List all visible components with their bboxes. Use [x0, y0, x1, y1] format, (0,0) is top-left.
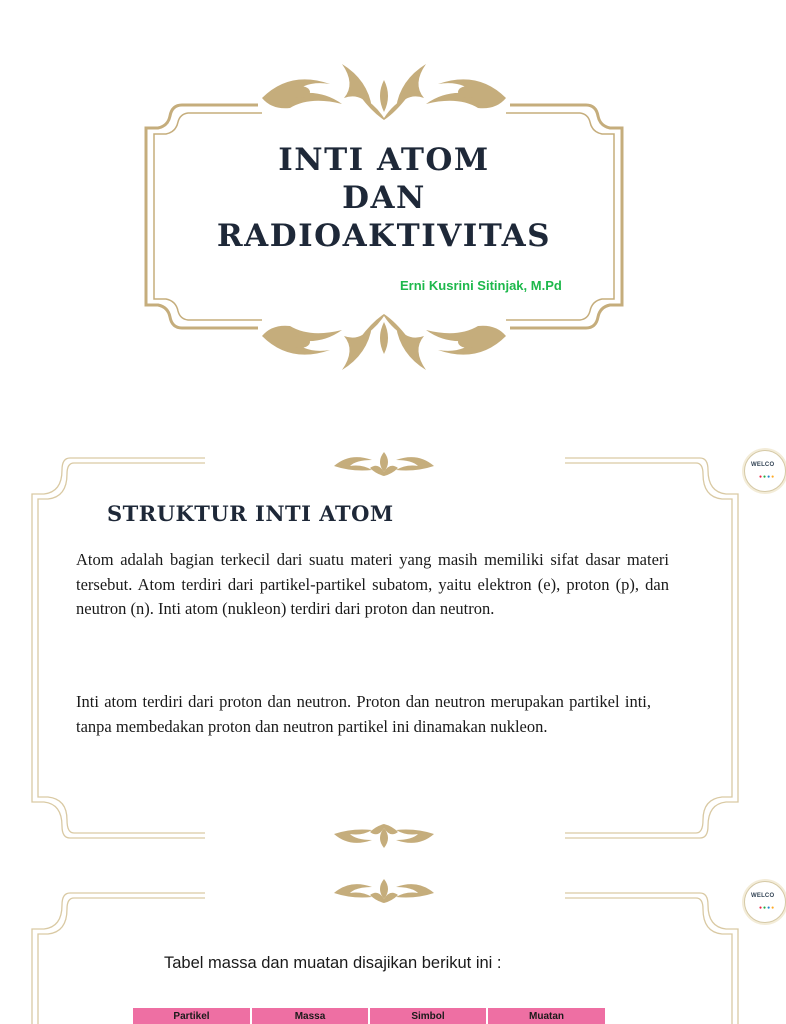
badge-dots-icon: ●●●●	[759, 475, 776, 480]
table-intro-text: Tabel massa dan muatan disajikan berikut ini :	[164, 954, 502, 972]
title-line-3: RADIOAKTIVITAS	[216, 218, 552, 254]
mass-charge-table	[133, 1008, 605, 1024]
header-partikel: Partikel	[133, 1008, 251, 1024]
bottom-flourish	[334, 824, 434, 848]
structure-slide	[0, 430, 776, 865]
presentation-title	[140, 141, 628, 255]
welcome-badge	[744, 450, 786, 492]
badge-label: WELCO	[751, 462, 775, 468]
table-header-row	[133, 1008, 605, 1024]
top-flourish	[334, 452, 434, 476]
author-name: Erni Kusrini Sitinjak, M.Pd	[400, 278, 562, 293]
header-muatan: Muatan	[487, 1008, 605, 1024]
header-massa: Massa	[251, 1008, 369, 1024]
paragraph-atom-definition: Atom adalah bagian terkecil dari suatu materi yang masih memiliki sifat dasar materi tersebut. Atom terdiri dari partikel-partikel subatom, yaitu elektron (e), proton (p), dan neutron (n). Inti atom (nukleon) terdiri dari proton dan neutron.	[76, 550, 669, 618]
badge-dots-icon: ●●●●	[759, 906, 776, 911]
header-simbol: Simbol	[369, 1008, 487, 1024]
badge-label: WELCO	[751, 893, 775, 899]
slide-frame	[0, 430, 768, 865]
title-line-1: INTI ATOM	[278, 142, 490, 178]
top-flourish	[334, 879, 434, 903]
title-slide	[0, 0, 768, 430]
mass-charge-slide	[0, 865, 776, 1024]
title-line-2: DAN	[342, 180, 426, 216]
slide-frame	[0, 865, 768, 1024]
paragraph-nucleon: Inti atom terdiri dari proton dan neutron. Proton dan neutron merupakan partikel inti, tanpa membedakan proton dan neutron partikel ini dinamakan nukleon.	[76, 692, 651, 736]
section-heading: STRUKTUR INTI ATOM	[107, 501, 394, 526]
welcome-badge	[744, 881, 786, 923]
